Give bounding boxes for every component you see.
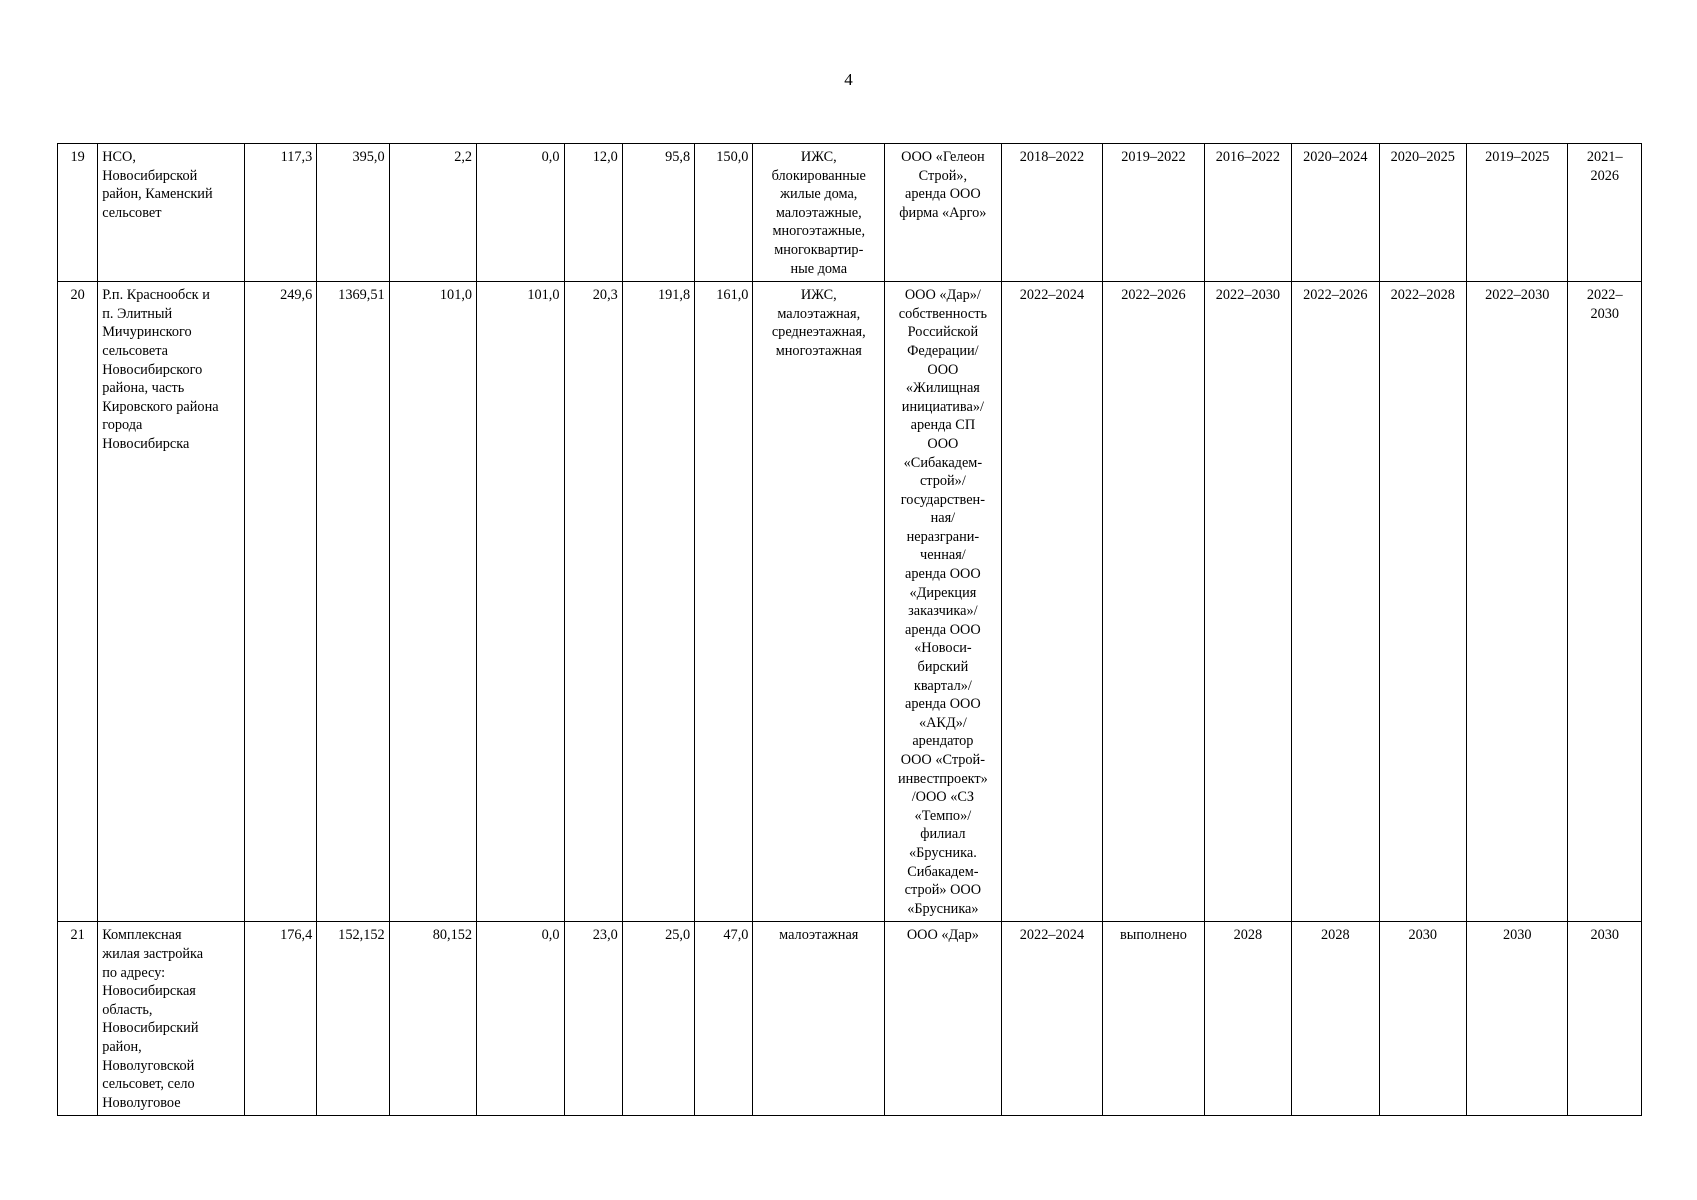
- value-cell: 152,152: [317, 922, 389, 1116]
- cell-line: квартал»/: [913, 677, 972, 694]
- period-cell: 2019–2025: [1466, 144, 1568, 282]
- period-cell: 2022–2026: [1292, 282, 1379, 922]
- period-cell: 2018–2022: [1001, 144, 1103, 282]
- building-type-cell: [753, 144, 885, 282]
- cell-line: ИЖС,: [800, 149, 837, 165]
- period-cell: 2030: [1379, 922, 1466, 1116]
- period-cell: [1568, 144, 1642, 282]
- cell-line: Мичуринского: [102, 324, 192, 341]
- value-cell: 0,0: [477, 922, 564, 1116]
- value-cell: 395,0: [317, 144, 389, 282]
- cell-line: Новосибирска: [102, 435, 190, 452]
- cell-line: государствен-: [900, 491, 985, 508]
- housing-projects-table: [57, 143, 1642, 1116]
- cell-line: заказчика»/: [908, 603, 978, 620]
- cell-line: Комплексная: [102, 927, 182, 944]
- period-cell: 2022–2024: [1001, 922, 1103, 1116]
- cell-line: Российской: [907, 324, 979, 341]
- cell-line: Новолуговской: [102, 1057, 195, 1074]
- table-row: [58, 922, 1642, 1116]
- cell-line: 2022–: [1586, 287, 1623, 304]
- value-cell: 95,8: [622, 144, 694, 282]
- period-cell: 2022–2030: [1204, 282, 1291, 922]
- cell-line: Р.п. Краснообск и: [102, 287, 210, 304]
- cell-line: многоэтажная: [775, 342, 862, 359]
- location-cell: [98, 282, 245, 922]
- cell-line: Новосибирский: [102, 1020, 199, 1037]
- value-cell: 25,0: [622, 922, 694, 1116]
- period-cell: [1568, 282, 1642, 922]
- value-cell: 101,0: [477, 282, 564, 922]
- cell-line: 2021–: [1586, 149, 1623, 165]
- cell-line: Новосибирская: [102, 983, 196, 1000]
- cell-line: инициатива»/: [901, 398, 984, 415]
- cell-line: строй»/: [919, 473, 966, 490]
- cell-line: малоэтажные,: [775, 204, 862, 221]
- value-cell: 80,152: [389, 922, 476, 1116]
- value-cell: 47,0: [695, 922, 753, 1116]
- cell-line: 2030: [1590, 305, 1620, 322]
- cell-line: блокированные: [771, 167, 866, 184]
- value-cell: 23,0: [564, 922, 622, 1116]
- period-cell: [1568, 922, 1642, 1116]
- cell-line: сельсовета: [102, 342, 168, 359]
- row-number-cell: 19: [58, 144, 98, 282]
- cell-line: «Темпо»/: [914, 807, 972, 824]
- cell-line: аренда ООО: [905, 186, 981, 203]
- value-cell: 20,3: [564, 282, 622, 922]
- value-cell: 249,6: [244, 282, 316, 922]
- period-cell: выполнено: [1103, 922, 1205, 1116]
- cell-line: фирма «Арго»: [899, 204, 987, 221]
- period-cell: 2030: [1466, 922, 1568, 1116]
- page-number: 4: [844, 70, 853, 89]
- period-cell: 2028: [1292, 922, 1379, 1116]
- value-cell: 150,0: [695, 144, 753, 282]
- cell-line: арендатор: [912, 733, 974, 750]
- cell-line: района, часть: [102, 380, 185, 397]
- cell-line: ная/: [930, 510, 956, 527]
- cell-line: малоэтажная: [779, 927, 859, 944]
- cell-line: «Сибакадем-: [903, 454, 983, 471]
- cell-line: собственность: [898, 305, 988, 322]
- cell-line: «Брусника.: [909, 844, 977, 861]
- cell-line: Федерации/: [907, 342, 979, 359]
- cell-line: «Жилищная: [905, 380, 980, 397]
- value-cell: 0,0: [477, 144, 564, 282]
- period-cell: 2028: [1204, 922, 1291, 1116]
- cell-line: многоэтажные,: [772, 223, 866, 240]
- value-cell: 176,4: [244, 922, 316, 1116]
- cell-line: многоквартир-: [774, 241, 864, 258]
- period-cell: 2022–2024: [1001, 282, 1103, 922]
- value-cell: 191,8: [622, 282, 694, 922]
- period-cell: 2016–2022: [1204, 144, 1291, 282]
- cell-line: жилые дома,: [780, 186, 858, 203]
- cell-line: 2030: [1590, 927, 1620, 944]
- cell-line: Новолуговое: [102, 1094, 181, 1111]
- cell-line: строй» ООО: [904, 882, 982, 899]
- value-cell: 2,2: [389, 144, 476, 282]
- location-cell: [98, 922, 245, 1116]
- period-cell: 2022–2030: [1466, 282, 1568, 922]
- building-type-cell: [753, 282, 885, 922]
- cell-line: «Новоси-: [914, 640, 972, 657]
- row-number-cell: 20: [58, 282, 98, 922]
- value-cell: 12,0: [564, 144, 622, 282]
- cell-line: район,: [102, 1038, 142, 1055]
- cell-line: НСО,: [102, 149, 136, 165]
- owner-cell: [885, 922, 1002, 1116]
- cell-line: ные дома: [790, 260, 848, 277]
- cell-line: ООО: [927, 361, 959, 378]
- cell-line: ООО «Гелеон: [901, 149, 985, 165]
- cell-line: ООО «Дар»/: [904, 287, 981, 304]
- cell-line: сельсовет, село: [102, 1076, 195, 1093]
- cell-line: ООО «Строй-: [900, 752, 985, 768]
- cell-line: ООО «Дар»: [906, 927, 979, 944]
- cell-line: область,: [102, 1001, 153, 1018]
- period-cell: 2022–2028: [1379, 282, 1466, 922]
- period-cell: 2019–2022: [1103, 144, 1205, 282]
- cell-line: аренда ООО: [905, 696, 981, 713]
- owner-cell: [885, 282, 1002, 922]
- cell-line: «АКД»/: [918, 714, 967, 731]
- cell-line: сельсовет: [102, 204, 162, 221]
- value-cell: 1369,51: [317, 282, 389, 922]
- cell-line: филиал: [920, 826, 966, 843]
- cell-line: бирский: [917, 659, 969, 676]
- cell-line: аренда ООО: [905, 566, 981, 583]
- cell-line: инвестпроект»: [897, 770, 988, 787]
- cell-line: 2026: [1590, 167, 1620, 184]
- cell-line: ООО: [927, 435, 959, 452]
- cell-line: Новосибирской: [102, 167, 198, 184]
- cell-line: «Дирекция: [909, 584, 977, 601]
- cell-line: п. Элитный: [102, 305, 173, 322]
- value-cell: 117,3: [244, 144, 316, 282]
- table-row: [58, 144, 1642, 282]
- cell-line: малоэтажная,: [777, 305, 861, 322]
- cell-line: /ООО «СЗ: [911, 789, 975, 806]
- cell-line: аренда ООО: [905, 621, 981, 638]
- cell-line: города: [102, 417, 143, 434]
- table-row: [58, 282, 1642, 922]
- location-cell: [98, 144, 245, 282]
- period-cell: 2020–2024: [1292, 144, 1379, 282]
- period-cell: 2020–2025: [1379, 144, 1466, 282]
- cell-line: по адресу:: [102, 964, 166, 981]
- cell-line: Строй»,: [918, 167, 968, 184]
- owner-cell: [885, 144, 1002, 282]
- cell-line: Кировского района: [102, 398, 219, 415]
- cell-line: среднеэтажная,: [771, 324, 866, 341]
- value-cell: 161,0: [695, 282, 753, 922]
- value-cell: 101,0: [389, 282, 476, 922]
- cell-line: неразграни-: [906, 528, 980, 545]
- cell-line: Сибакадем-: [907, 863, 979, 880]
- cell-line: район, Каменский: [102, 186, 213, 203]
- cell-line: ИЖС,: [800, 287, 837, 304]
- cell-line: Новосибирского: [102, 361, 203, 378]
- cell-line: аренда СП: [910, 417, 976, 434]
- period-cell: 2022–2026: [1103, 282, 1205, 922]
- building-type-cell: [753, 922, 885, 1116]
- row-number-cell: 21: [58, 922, 98, 1116]
- cell-line: ченная/: [920, 547, 966, 564]
- cell-line: «Брусника»: [907, 900, 979, 917]
- cell-line: жилая застройка: [102, 945, 204, 962]
